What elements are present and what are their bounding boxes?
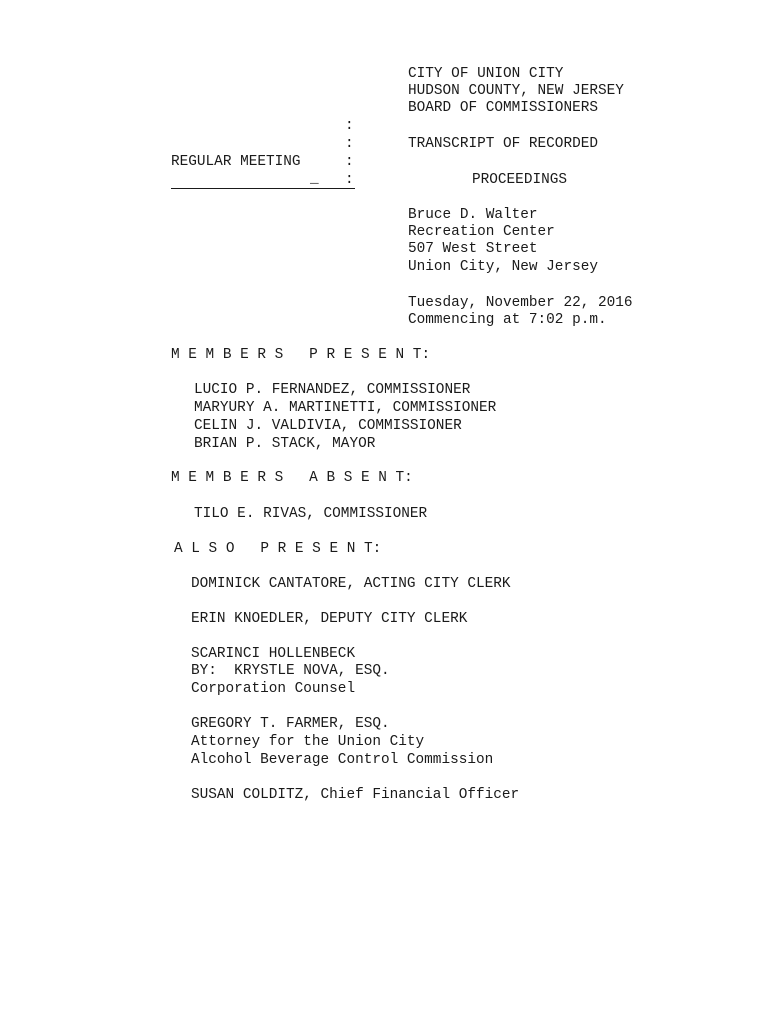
abc-attorney-role: Attorney for the Union City [191, 734, 425, 750]
abc-attorney-commission: Alcohol Beverage Control Commission [191, 752, 494, 768]
members-present-heading: M E M B E R S P R E S E N T: [171, 347, 431, 363]
location-line-4: Union City, New Jersey [408, 259, 598, 275]
meeting-label: REGULAR MEETING [171, 154, 301, 170]
location-line-1: Bruce D. Walter [408, 207, 538, 223]
member-present-2: MARYURY A. MARTINETTI, COMMISSIONER [194, 400, 497, 416]
header-board: BOARD OF COMMISSIONERS [408, 100, 598, 116]
abc-attorney-name: GREGORY T. FARMER, ESQ. [191, 716, 390, 732]
acting-city-clerk: DOMINICK CANTATORE, ACTING CITY CLERK [191, 576, 511, 592]
header-city: CITY OF UNION CITY [408, 66, 564, 82]
meeting-time: Commencing at 7:02 p.m. [408, 312, 607, 328]
caption-colon-4: : [345, 172, 354, 188]
also-present-heading: A L S O P R E S E N T: [174, 541, 382, 557]
caption-colon-3: : [345, 154, 354, 170]
counsel-role: Corporation Counsel [191, 681, 356, 697]
caption-colon-1: : [345, 118, 354, 134]
member-absent-1: TILO E. RIVAS, COMMISSIONER [194, 506, 428, 522]
members-absent-heading: M E M B E R S A B S E N T: [171, 470, 413, 486]
counsel-firm: SCARINCI HOLLENBECK [191, 646, 356, 662]
caption-colon-2: : [345, 136, 354, 152]
member-present-4: BRIAN P. STACK, MAYOR [194, 436, 376, 452]
meeting-date: Tuesday, November 22, 2016 [408, 295, 633, 311]
member-present-1: LUCIO P. FERNANDEZ, COMMISSIONER [194, 382, 471, 398]
chief-financial-officer: SUSAN COLDITZ, Chief Financial Officer [191, 787, 520, 803]
transcript-title-2: PROCEEDINGS [472, 172, 567, 188]
caption-rule [171, 188, 355, 189]
caption-underscore: _ [310, 171, 319, 187]
header-county: HUDSON COUNTY, NEW JERSEY [408, 83, 624, 99]
deputy-city-clerk: ERIN KNOEDLER, DEPUTY CITY CLERK [191, 611, 468, 627]
counsel-by: BY: KRYSTLE NOVA, ESQ. [191, 663, 390, 679]
transcript-title: TRANSCRIPT OF RECORDED [408, 136, 598, 152]
location-line-2: Recreation Center [408, 224, 555, 240]
member-present-3: CELIN J. VALDIVIA, COMMISSIONER [194, 418, 462, 434]
location-line-3: 507 West Street [408, 241, 538, 257]
